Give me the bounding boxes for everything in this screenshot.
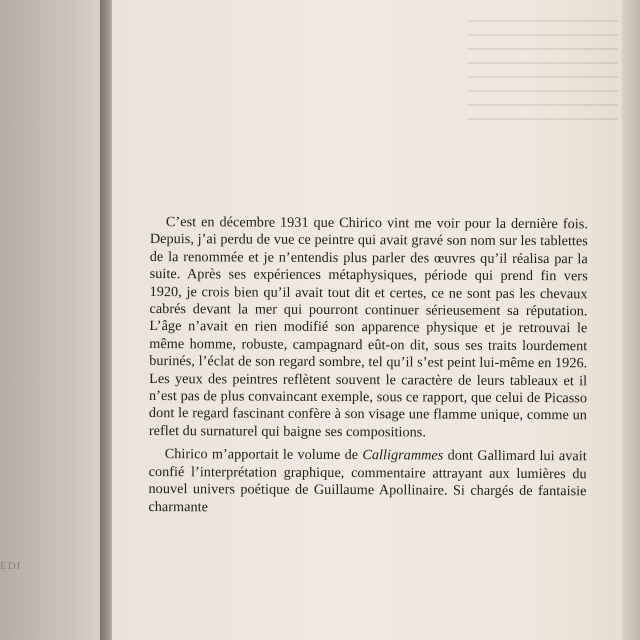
book-title: Calligrammes (362, 447, 444, 464)
paragraph: C’est en décembre 1931 que Chirico vint me voir pour la dernière fois. Depuis, j’ai perdu de vue ce peintre qui avait gravé son nom sur les tablettes de la renommée et je n’entendis plus parler des œuvres qu’il réalisa par la suite. Après ses expériences métaphysiques, période qui prend fin vers 1920, je crois bien qu’il avait tout dit et certes, ce ne sont pas les chevaux cabrés devant la mer qui pourront continuer sérieusement sa réputation. L’âge n’avait en rien modifié son apparence physique et je retrouvai le même homme, robuste, campagnard eût-on dit, sous ses traits lourdement burinés, l’éclat de son regard sombre, tel qu’il s’est peint lui-même en 1926. Les yeux des peintres reflètent souvent le caractère de leurs tableaux et il n’est pas de plus convaincant exemple, sous ce rapport, que celui de Picasso dont le regard fascinant confère à son visage une flamme unique, comme un reflet du surnaturel qui baigne ses compositions. (148, 214, 588, 441)
paragraph (148, 446, 586, 518)
paragraph-text: Chirico m’apportait le volume de (164, 446, 363, 464)
paragraph-text: dont Gallimard lui avait confié l’interprétation graphique, commentaire attrayant aux lumières du nouvel univers poétique de Guillaume Apollinaire. Si chargés de fantaisie charmante (148, 447, 587, 515)
body-text (148, 214, 588, 518)
page-edge (622, 0, 640, 640)
facing-page-edge-text: EDI (0, 560, 22, 572)
show-through-text (468, 8, 618, 138)
facing-page (0, 0, 110, 640)
